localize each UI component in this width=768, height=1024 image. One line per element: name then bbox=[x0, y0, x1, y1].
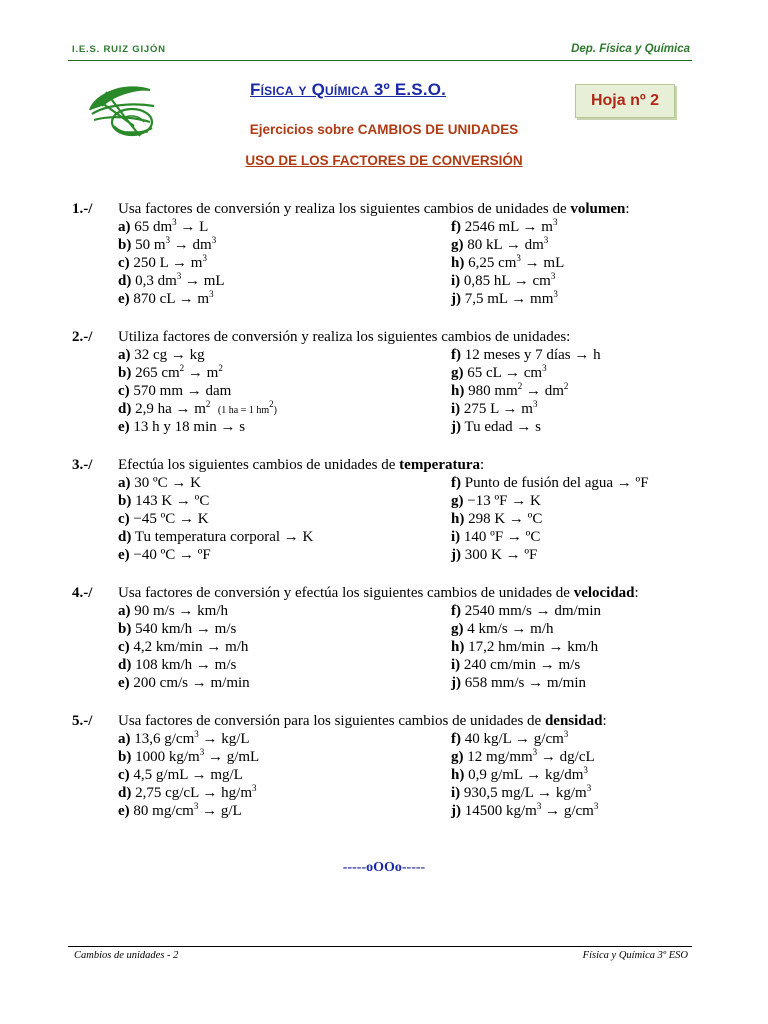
item-letter: f) bbox=[451, 731, 461, 747]
item-text: 13 h y 18 min → s bbox=[133, 419, 246, 435]
item-text: 0,9 $g/mL \to kg/dm^3$ bbox=[468, 765, 588, 783]
exercise-item bbox=[118, 364, 223, 382]
statement-keyword: densidad bbox=[544, 713, 603, 729]
item-letter: d) bbox=[118, 401, 132, 417]
item-text: 80 $mg/cm^3 \to g/L$ bbox=[133, 801, 242, 819]
exercise-item bbox=[118, 254, 207, 272]
exercise-item bbox=[451, 766, 588, 784]
exercise-item bbox=[118, 492, 209, 510]
exercise-item bbox=[451, 784, 591, 802]
subtitle-conversion-factors: USO DE LOS FACTORES DE CONVERSIÓN bbox=[245, 153, 523, 168]
exercise-item bbox=[118, 218, 208, 236]
sheet-number-badge: Hoja nº 2 bbox=[575, 84, 675, 118]
item-text: 30 ºC → K bbox=[134, 475, 201, 491]
exercise-item bbox=[451, 382, 568, 400]
item-letter: h) bbox=[451, 639, 465, 655]
item-letter: e) bbox=[118, 547, 130, 563]
exercise-item bbox=[451, 418, 541, 436]
item-text: 870 cL → $m^3$ bbox=[133, 289, 214, 307]
item-text: 4,2 km/min → m/h bbox=[133, 639, 249, 655]
exercise-number: 5.-/ bbox=[72, 713, 93, 729]
statement-punctuation: : bbox=[479, 457, 485, 473]
statement-keyword: temperatura bbox=[399, 457, 480, 473]
document-title: Física y Química 3º E.S.O. bbox=[250, 80, 447, 99]
item-letter: f) bbox=[451, 347, 461, 363]
exercise-item bbox=[451, 346, 601, 364]
item-text: 14500 $kg/m^3 \to g/cm^3$ bbox=[464, 801, 599, 819]
item-text: Tu temperatura corporal → K bbox=[134, 529, 314, 545]
item-text: 12 meses y 7 días → h bbox=[464, 347, 601, 363]
item-text: 265 $cm^2 \to m^2$ bbox=[135, 363, 223, 381]
item-letter: j) bbox=[451, 675, 461, 691]
statement-keyword: velocidad bbox=[573, 585, 635, 601]
exercise-item bbox=[118, 510, 209, 528]
item-letter: i) bbox=[451, 273, 461, 289]
exercise-item bbox=[118, 674, 250, 692]
page-header bbox=[68, 40, 692, 61]
statement-text: Efectúa los siguientes cambios de unidades de bbox=[118, 457, 400, 473]
item-letter: g) bbox=[451, 365, 464, 381]
item-text: 250 $L \to m^3$ bbox=[133, 253, 207, 271]
item-text: −45 ºC → K bbox=[133, 511, 209, 527]
item-text: 40 $kg/L \to g/cm^3$ bbox=[464, 729, 569, 747]
exercise-number: 3.-/ bbox=[72, 457, 93, 473]
exercise-statement bbox=[118, 712, 607, 730]
item-text: 12 $mg/mm^3 \to dg/cL$ bbox=[467, 747, 595, 765]
exercise-item bbox=[451, 400, 537, 418]
item-letter: i) bbox=[451, 401, 461, 417]
item-letter: i) bbox=[451, 657, 461, 673]
statement-punctuation: : bbox=[625, 201, 630, 217]
item-letter: j) bbox=[451, 291, 461, 307]
item-text: 140 ºF → ºC bbox=[463, 529, 541, 545]
exercise-statement bbox=[118, 200, 630, 218]
item-text: 2546 mL → $m^3$ bbox=[464, 217, 558, 235]
item-text: 570 mm → dam bbox=[133, 383, 232, 399]
item-letter: f) bbox=[451, 219, 461, 235]
exercise-item bbox=[118, 802, 242, 820]
item-text: 80 kL → $dm^3$ bbox=[467, 235, 549, 253]
item-letter: i) bbox=[451, 785, 461, 801]
item-letter: f) bbox=[451, 475, 461, 491]
item-letter: e) bbox=[118, 291, 130, 307]
statement-text: Usa factores de conversión y realiza los siguientes cambios de unidades de bbox=[118, 201, 571, 217]
item-text: Punto de fusión del agua → ºF bbox=[464, 475, 649, 491]
item-text: 1000 $kg/m^3 \to g/mL$ bbox=[135, 747, 260, 765]
statement-text: Usa factores de conversión para los siguientes cambios de unidades de bbox=[118, 713, 545, 729]
item-text: 6,25 $cm^3$ → mL bbox=[468, 253, 565, 271]
exercise-item bbox=[118, 346, 205, 364]
item-letter: b) bbox=[118, 493, 132, 509]
exercise-item bbox=[451, 748, 595, 766]
exercise-item bbox=[118, 546, 211, 564]
exercise-item bbox=[118, 602, 228, 620]
exercise-item bbox=[451, 492, 541, 510]
item-text: 50 $m^3 \to dm^3$ bbox=[135, 235, 217, 253]
item-text: 930,5 $mg/L \to kg/m^3$ bbox=[463, 783, 592, 801]
exercise-item bbox=[451, 602, 601, 620]
page-footer bbox=[68, 946, 692, 961]
item-letter: g) bbox=[451, 493, 464, 509]
exercise-item bbox=[451, 510, 542, 528]
exercise-item bbox=[451, 730, 568, 748]
exercise-item bbox=[451, 528, 540, 546]
exercise-item bbox=[118, 236, 216, 254]
item-text: 540 km/h → m/s bbox=[135, 621, 237, 637]
item-text: 4 km/s → m/h bbox=[467, 621, 554, 637]
item-letter: a) bbox=[118, 475, 131, 491]
exercise-item bbox=[451, 802, 598, 820]
item-text: 0,85 hL → $cm^3$ bbox=[463, 271, 556, 289]
exercise-item bbox=[451, 272, 555, 290]
exercise-item bbox=[451, 218, 557, 236]
item-letter: c) bbox=[118, 511, 130, 527]
item-letter: g) bbox=[451, 749, 464, 765]
statement-text: Usa factores de conversión y efectúa los siguientes cambios de unidades de bbox=[118, 585, 574, 601]
item-letter: d) bbox=[118, 657, 132, 673]
item-text: 17,2 hm/min → km/h bbox=[468, 639, 599, 655]
exercise-item bbox=[451, 546, 537, 564]
item-letter: b) bbox=[118, 749, 132, 765]
item-text: 298 K → ºC bbox=[468, 511, 543, 527]
exercise-item bbox=[118, 290, 214, 308]
item-text: 658 mm/s → m/min bbox=[464, 675, 587, 691]
exercise-item bbox=[118, 474, 201, 492]
department-name: Dep. Física y Química bbox=[571, 43, 690, 55]
item-letter: a) bbox=[118, 347, 131, 363]
item-text: 32 cg → kg bbox=[134, 347, 205, 363]
item-letter: c) bbox=[118, 767, 130, 783]
item-text: 65 $dm^3 \to L$ bbox=[134, 217, 209, 235]
item-letter: c) bbox=[118, 255, 130, 271]
exercise-item bbox=[118, 730, 250, 748]
item-letter: b) bbox=[118, 621, 132, 637]
item-letter: j) bbox=[451, 547, 461, 563]
item-letter: d) bbox=[118, 529, 132, 545]
exercise-number: 2.-/ bbox=[72, 329, 93, 345]
exercise-item bbox=[451, 620, 554, 638]
exercise-statement bbox=[118, 328, 570, 346]
exercise-item bbox=[118, 748, 259, 766]
item-text: 240 cm/min → m/s bbox=[463, 657, 581, 673]
item-text: 143 K → ºC bbox=[135, 493, 210, 509]
item-text: 65 cL → $cm^3$ bbox=[467, 363, 547, 381]
item-text: 13,6 $g/cm^3 \to kg/L$ bbox=[134, 729, 250, 747]
item-text: 2,9 ha → $m^2$ (1 ha = 1 $hm^2$) bbox=[135, 399, 277, 417]
exercise-item bbox=[118, 656, 236, 674]
exercise-item bbox=[451, 236, 548, 254]
item-text: 200 cm/s → m/min bbox=[133, 675, 250, 691]
item-letter: h) bbox=[451, 383, 465, 399]
item-letter: a) bbox=[118, 731, 131, 747]
exercise-item bbox=[118, 400, 277, 418]
item-letter: e) bbox=[118, 803, 130, 819]
item-text: 7,5 mL → $mm^3$ bbox=[464, 289, 558, 307]
item-text: 108 km/h → m/s bbox=[135, 657, 237, 673]
item-text: −13 ºF → K bbox=[467, 493, 541, 509]
exercise-item bbox=[118, 272, 225, 290]
item-letter: j) bbox=[451, 803, 461, 819]
school-name: I.E.S. RUIZ GIJÓN bbox=[72, 44, 166, 55]
exercise-item bbox=[118, 528, 313, 546]
exercise-item bbox=[118, 382, 231, 400]
item-letter: g) bbox=[451, 237, 464, 253]
exercise-item bbox=[451, 290, 558, 308]
item-text: 2,75 $cg/cL \to hg/m^3$ bbox=[135, 783, 257, 801]
item-letter: d) bbox=[118, 785, 132, 801]
item-text: 90 m/s → km/h bbox=[134, 603, 229, 619]
item-letter: h) bbox=[451, 511, 465, 527]
exercise-statement bbox=[118, 584, 639, 602]
exercise-item bbox=[118, 766, 243, 784]
item-letter: h) bbox=[451, 255, 465, 271]
exercise-item bbox=[451, 254, 564, 272]
item-letter: e) bbox=[118, 675, 130, 691]
item-letter: c) bbox=[118, 383, 130, 399]
exercise-statement bbox=[118, 456, 484, 474]
end-ornament: -----oOOo----- bbox=[342, 860, 426, 875]
exercise-item bbox=[451, 474, 649, 492]
item-letter: f) bbox=[451, 603, 461, 619]
subtitle-exercises: Ejercicios sobre CAMBIOS DE UNIDADES bbox=[249, 122, 519, 137]
item-text: 2540 mm/s → dm/min bbox=[464, 603, 602, 619]
item-letter: a) bbox=[118, 603, 131, 619]
exercise-item bbox=[451, 364, 547, 382]
item-letter: e) bbox=[118, 419, 130, 435]
item-letter: g) bbox=[451, 621, 464, 637]
exercise-item bbox=[451, 656, 580, 674]
exercise-number: 1.-/ bbox=[72, 201, 93, 217]
exercise-item bbox=[118, 620, 236, 638]
item-text: 4,5 g/mL → mg/L bbox=[133, 767, 243, 783]
statement-keyword: volumen bbox=[570, 201, 626, 217]
exercise-item bbox=[118, 418, 245, 436]
item-letter: b) bbox=[118, 365, 132, 381]
exercise-item bbox=[118, 784, 257, 802]
item-letter: a) bbox=[118, 219, 131, 235]
item-letter: j) bbox=[451, 419, 461, 435]
item-letter: b) bbox=[118, 237, 132, 253]
footer-right-text: Física y Química 3º ESO bbox=[582, 950, 688, 961]
exercise-item bbox=[451, 638, 598, 656]
exercise-number: 4.-/ bbox=[72, 585, 93, 601]
statement-text: Utiliza factores de conversión y realiza los siguientes cambios de unidades: bbox=[118, 329, 571, 345]
item-text: 980 $mm^2 \to dm^2$ bbox=[468, 381, 569, 399]
item-text: 0,3 $dm^3$ → mL bbox=[135, 271, 225, 289]
item-text: 275 $L \to m^3$ bbox=[463, 399, 538, 417]
footer-left-text: Cambios de unidades - 2 bbox=[74, 950, 179, 961]
statement-punctuation: : bbox=[602, 713, 607, 729]
exercise-item bbox=[118, 638, 248, 656]
item-text: 300 K → ºF bbox=[464, 547, 538, 563]
item-text: −40 ºC → ºF bbox=[133, 547, 211, 563]
statement-punctuation: : bbox=[634, 585, 639, 601]
item-text: Tu edad → s bbox=[464, 419, 542, 435]
item-letter: h) bbox=[451, 767, 465, 783]
item-letter: c) bbox=[118, 639, 130, 655]
item-letter: d) bbox=[118, 273, 132, 289]
item-letter: i) bbox=[451, 529, 461, 545]
exercise-item bbox=[451, 674, 586, 692]
